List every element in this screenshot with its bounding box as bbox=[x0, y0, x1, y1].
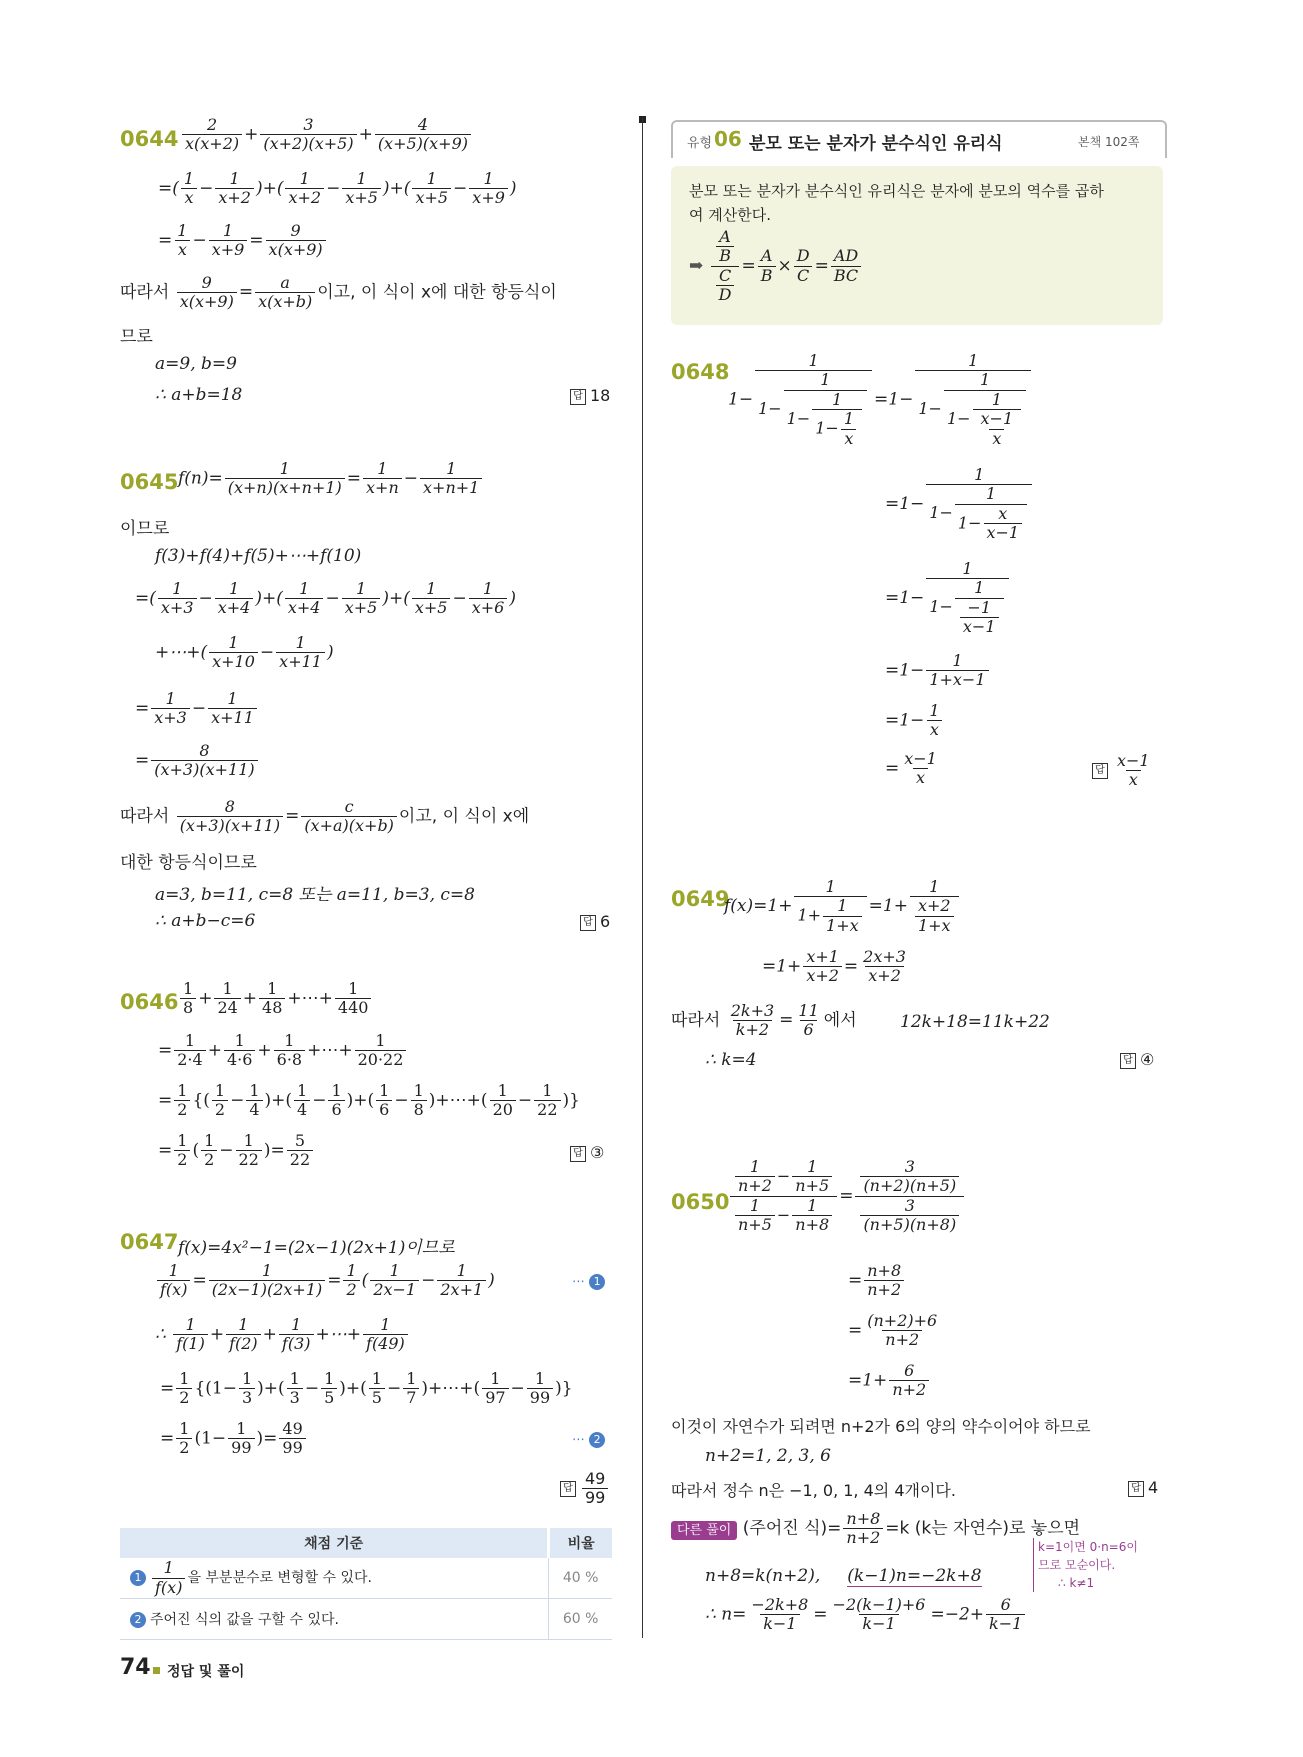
answer-icon: 답 bbox=[560, 1481, 576, 1497]
eq-0644-line1: $\frac{2}{x(x+2)}$ + $\frac{3}{(x+2)(x+5)}$ + $\frac{4}{(x+5)(x+9)}$ bbox=[180, 116, 473, 154]
alt-solution: 다른 풀이 (주어진 식)= $\frac{n+8}{n+2}$ =k (k는 자연수)로 놓으면 bbox=[671, 1510, 1080, 1548]
footer-label: 정답 및 풀이 bbox=[167, 1664, 245, 1680]
eq-0648-line3: =1− 1 1− $\frac{1}{\frac{-1}{x-1}}$ bbox=[885, 560, 1011, 637]
answer-icon: 답 bbox=[570, 389, 586, 405]
answer-0649: 답 ④ bbox=[1120, 1050, 1154, 1069]
score-row: 2 주어진 식의 값을 구할 수 있다. 60 % bbox=[120, 1599, 612, 1640]
score-row: 1 $\frac{1}{f(x)}$ 을 부분분수로 변형할 수 있다. 40 % bbox=[120, 1558, 612, 1599]
type-num: 06 bbox=[714, 127, 742, 151]
eq-0649-eq: 12k+18=11k+22 bbox=[900, 1012, 1050, 1032]
result-0644: ∴ a+b=18 bbox=[155, 385, 243, 405]
alt-text: (주어진 식)= bbox=[742, 1518, 842, 1539]
answer-0644: 답 18 bbox=[570, 386, 610, 405]
conclusion-prefix: 따라서 bbox=[120, 282, 170, 303]
conclusion-suffix: 이고, 이 식이 x에 bbox=[398, 806, 530, 827]
imuro-0645: 이므로 bbox=[120, 519, 170, 539]
eq-0645-line3: +⋯+( $\frac{1}{x+10}$ − $\frac{1}{x+11}$ ) bbox=[155, 633, 334, 672]
problem-number-0647: 0647 bbox=[120, 1230, 179, 1254]
answer-icon: 답 bbox=[1120, 1053, 1136, 1069]
arrow-icon: ➡ bbox=[689, 255, 704, 276]
eq-0646-line4: = $\frac{1}{2}$ ( $\frac{1}{2}$ − $\frac{1}{22}$ )= $\frac{5}{22}$ bbox=[158, 1132, 315, 1170]
answer-0648: 답 $\frac{x-1}{x}$ bbox=[1092, 752, 1155, 790]
eq-0644-line3: = $\frac{1}{x}$ − $\frac{1}{x+9}$ = $\frac{9}{x(x+9)}$ bbox=[158, 222, 328, 260]
score-row-ratio: 40 % bbox=[549, 1558, 612, 1599]
type-desc-2: 여 계산한다. bbox=[689, 206, 771, 224]
step-marker-1: ⋯ 1 bbox=[572, 1274, 609, 1290]
eq-0647-line2: $\frac{1}{f(x)}$ = $\frac{1}{(2x-1)(2x+1)}$ = $\frac{1}{2}$ ( $\frac{1}{2x-1}$ − $\frac{1}{2x+1}$ ) bbox=[155, 1262, 495, 1300]
problem-number-0650: 0650 bbox=[671, 1190, 730, 1214]
score-row-text: 을 부분분수로 변형할 수 있다. bbox=[187, 1570, 372, 1586]
score-head-criteria: 채점 기준 bbox=[120, 1528, 549, 1558]
values-0645: a=3, b=11, c=8 또는 a=11, b=3, c=8 bbox=[155, 885, 475, 905]
eq-0645-line4: = $\frac{1}{x+3}$ − $\frac{1}{x+11}$ bbox=[135, 690, 259, 728]
natural-condition: 이것이 자연수가 되려면 n+2가 6의 양의 약수이어야 하므로 bbox=[671, 1417, 1091, 1436]
footer-square-icon bbox=[153, 1667, 160, 1674]
eseo-text: 에서 bbox=[823, 1010, 857, 1031]
eq-0646-line2: = $\frac{1}{2\cdot 4}$ + $\frac{1}{4\cdot 6}$ + $\frac{1}{6\cdot 8}$ +⋯+ $\frac{1}{20\cdot 22}$ bbox=[158, 1032, 408, 1070]
sum-0645: f(3)+f(4)+f(5)+⋯+f(10) bbox=[155, 546, 362, 566]
answer-icon: 답 bbox=[580, 915, 596, 931]
answer-icon: 답 bbox=[1128, 1481, 1144, 1497]
problem-number-0645: 0645 bbox=[120, 470, 179, 494]
eq-0646-line1: $\frac{1}{8}$ + $\frac{1}{24}$ + $\frac{1}{48}$ +⋯+ $\frac{1}{440}$ bbox=[178, 980, 373, 1018]
eq-0648-line6: = $\frac{x-1}{x}$ bbox=[885, 749, 937, 788]
eq-0649-line1: f(x)=1+ 1 1+ $\frac{1}{1+x}$ =1+ $\frac{1}{\frac{x+2}{1+x}}$ bbox=[724, 878, 961, 935]
type-desc-1: 분모 또는 분자가 분수식인 유리식은 분자에 분모의 역수를 곱하 bbox=[689, 182, 1104, 200]
alt-text-2: =k (k는 자연수)로 놓으면 bbox=[885, 1518, 1081, 1539]
eq-0646-line3: = $\frac{1}{2}$ {( $\frac{1}{2}$ − $\frac{1}{4}$ )+( $\frac{1}{4}$ − $\frac{1}{6}$ )+( $\frac{1}{6}$ − $\frac{1}{8}$ )+⋯+( $\frac{1}{20}$ − $\frac{1}{22}$ )} bbox=[158, 1081, 580, 1120]
type-formula: ➡ $\frac{\frac{A}{B}}{\frac{C}{D}}$ = $\frac{A}{B}$ × $\frac{D}{C}$ = $\frac{AD}{BC}$ bbox=[689, 228, 863, 305]
eq-0644-line2: =( $\frac{1}{x}$ − $\frac{1}{x+2}$ )+( $\frac{1}{x+2}$ − $\frac{1}{x+5}$ )+( $\frac{1}{x+5}$ − $\frac{1}{x+9}$ ) bbox=[158, 169, 517, 208]
conclusion-0650: 따라서 정수 n은 −1, 0, 1, 4의 4개이다. bbox=[671, 1481, 956, 1500]
eq-0644-conclusion: 따라서 $\frac{9}{x(x+9)}$ = $\frac{a}{x(x+b)}$ 이고, 이 식이 x에 대한 항등식이 bbox=[120, 273, 557, 312]
note-1: k=1이면 0·n=6이 bbox=[1038, 1540, 1138, 1554]
eq-0647-line3: ∴ $\frac{1}{f(1)}$ + $\frac{1}{f(2)}$ + $\frac{1}{f(3)}$ +⋯+ $\frac{1}{f(49)}$ bbox=[155, 1316, 410, 1354]
eq-0650-line3: = $\frac{(n+2)+6}{n+2}$ bbox=[848, 1311, 938, 1350]
problem-number-0649: 0649 bbox=[671, 887, 730, 911]
alt-label: 다른 풀이 bbox=[671, 1521, 737, 1540]
problem-number-0646: 0646 bbox=[120, 990, 179, 1014]
eq-0648-line5: =1− $\frac{1}{x}$ bbox=[885, 702, 945, 740]
eq-0647-line5: = $\frac{1}{2}$ (1− $\frac{1}{99}$ )= $\frac{49}{99}$ bbox=[160, 1420, 308, 1458]
note-box bbox=[1033, 1538, 1138, 1592]
eq-0645-line1: f(n)= $\frac{1}{(x+n)(x+n+1)}$ = $\frac{1}{x+n}$ − $\frac{1}{x+n+1}$ bbox=[178, 460, 484, 498]
eq-0648-line4: =1− $\frac{1}{1+x-1}$ bbox=[885, 652, 991, 690]
result-0645: ∴ a+b−c=6 bbox=[155, 911, 256, 931]
note-2: 므로 모순이다. bbox=[1038, 1558, 1116, 1572]
score-table bbox=[120, 1528, 612, 1640]
answer-0645: 답 6 bbox=[580, 912, 610, 931]
eq-0645-conclusion: 따라서 $\frac{8}{(x+3)(x+11)}$ = $\frac{c}{(x+a)(x+b)}$ 이고, 이 식이 x에 bbox=[120, 797, 530, 836]
eq-0649-line2: =1+ $\frac{x+1}{x+2}$ = $\frac{2x+3}{x+2}$ bbox=[762, 947, 906, 986]
column-divider bbox=[642, 118, 643, 1638]
conclusion-cont: 대한 항등식이므로 bbox=[120, 853, 257, 873]
conclusion-cont: 므로 bbox=[120, 327, 153, 347]
conclusion-suffix: 이고, 이 식이 x에 대한 항등식이 bbox=[317, 282, 557, 303]
eq-0650-line4: =1+ $\frac{6}{n+2}$ bbox=[848, 1362, 931, 1400]
answer-icon: 답 bbox=[1092, 763, 1108, 779]
type-label: 유형 bbox=[687, 136, 713, 151]
eq-0650-alt-line1: n+8=k(n+2), (k−1)n=−2k+8 bbox=[705, 1566, 982, 1586]
eq-0650-line1: $\frac{1}{n+2}$ − $\frac{1}{n+5}$ $\frac{1}{n+5}$ − $\frac{1}{n+8}$ = $\frac{\frac{3}{(n+2)(n+5)}}{\frac{3}{(n+5)(n+8)}}$ bbox=[728, 1158, 966, 1235]
conclusion-prefix: 따라서 bbox=[671, 1010, 721, 1031]
eq-0648-line2: =1− 1 1− 1 1− $\frac{x}{x-1}$ bbox=[885, 466, 1034, 543]
type-title: 분모 또는 분자가 분수식인 유리식 bbox=[749, 134, 1003, 154]
answer-icon: 답 bbox=[570, 1146, 586, 1162]
conclusion-prefix: 따라서 bbox=[120, 806, 170, 827]
step-marker-2: ⋯ 2 bbox=[572, 1432, 609, 1448]
problem-number-0644: 0644 bbox=[120, 127, 179, 151]
answer-0650: 답 4 bbox=[1128, 1478, 1158, 1497]
eq-0650-alt-line2: ∴ n= $\frac{-2k+8}{k-1}$ = $\frac{-2(k-1)+6}{k-1}$ =−2+ $\frac{6}{k-1}$ bbox=[705, 1596, 1027, 1634]
type-box-header bbox=[671, 120, 1167, 158]
page-number: 74 bbox=[120, 1655, 151, 1680]
type-ref: 본책 102쪽 bbox=[1078, 135, 1140, 149]
answer-0646: 답 ③ bbox=[570, 1143, 604, 1162]
eq-0647-line1: f(x)=4x²−1=(2x−1)(2x+1)이므로 bbox=[178, 1238, 455, 1258]
type-box-body bbox=[671, 166, 1163, 325]
result-0649: ∴ k=4 bbox=[705, 1050, 757, 1070]
problem-number-0648: 0648 bbox=[671, 360, 730, 384]
answer-0647: 답 $\frac{49}{99}$ bbox=[560, 1470, 610, 1508]
note-3: ∴ k≠1 bbox=[1058, 1576, 1095, 1590]
eq-0645-line2: =( $\frac{1}{x+3}$ − $\frac{1}{x+4}$ )+( $\frac{1}{x+4}$ − $\frac{1}{x+5}$ )+( $\frac{1}{x+5}$ − $\frac{1}{x+6}$ ) bbox=[135, 579, 516, 618]
eq-0650-line2: = $\frac{n+8}{n+2}$ bbox=[848, 1262, 906, 1300]
score-row-text: 주어진 식의 값을 구할 수 있다. bbox=[150, 1612, 339, 1628]
score-head-ratio: 비율 bbox=[549, 1528, 612, 1558]
eq-0647-line4: = $\frac{1}{2}$ {(1− $\frac{1}{3}$ )+( $\frac{1}{3}$ − $\frac{1}{5}$ )+( $\frac{1}{5}$ − $\frac{1}{7}$ )+⋯+( $\frac{1}{97}$ − $\frac{1}{99}$ )} bbox=[160, 1369, 573, 1408]
eq-0649-conclusion: 따라서 $\frac{2k+3}{k+2}$ = $\frac{11}{6}$ 에서 bbox=[671, 1001, 857, 1040]
eq-0648-line1: 1− 1 1− 1 1− 1 1− $\frac{1}{x}$ =1− 1 1− 1 1− $\frac{1}{\frac{x-1}{x}}$ bbox=[728, 352, 1033, 448]
score-row-ratio: 60 % bbox=[549, 1599, 612, 1640]
values-0644: a=9, b=9 bbox=[155, 354, 237, 374]
values-0650: n+2=1, 2, 3, 6 bbox=[705, 1446, 831, 1466]
type-box bbox=[671, 120, 1163, 325]
eq-0645-line5: = $\frac{8}{(x+3)(x+11)}$ bbox=[135, 742, 260, 780]
